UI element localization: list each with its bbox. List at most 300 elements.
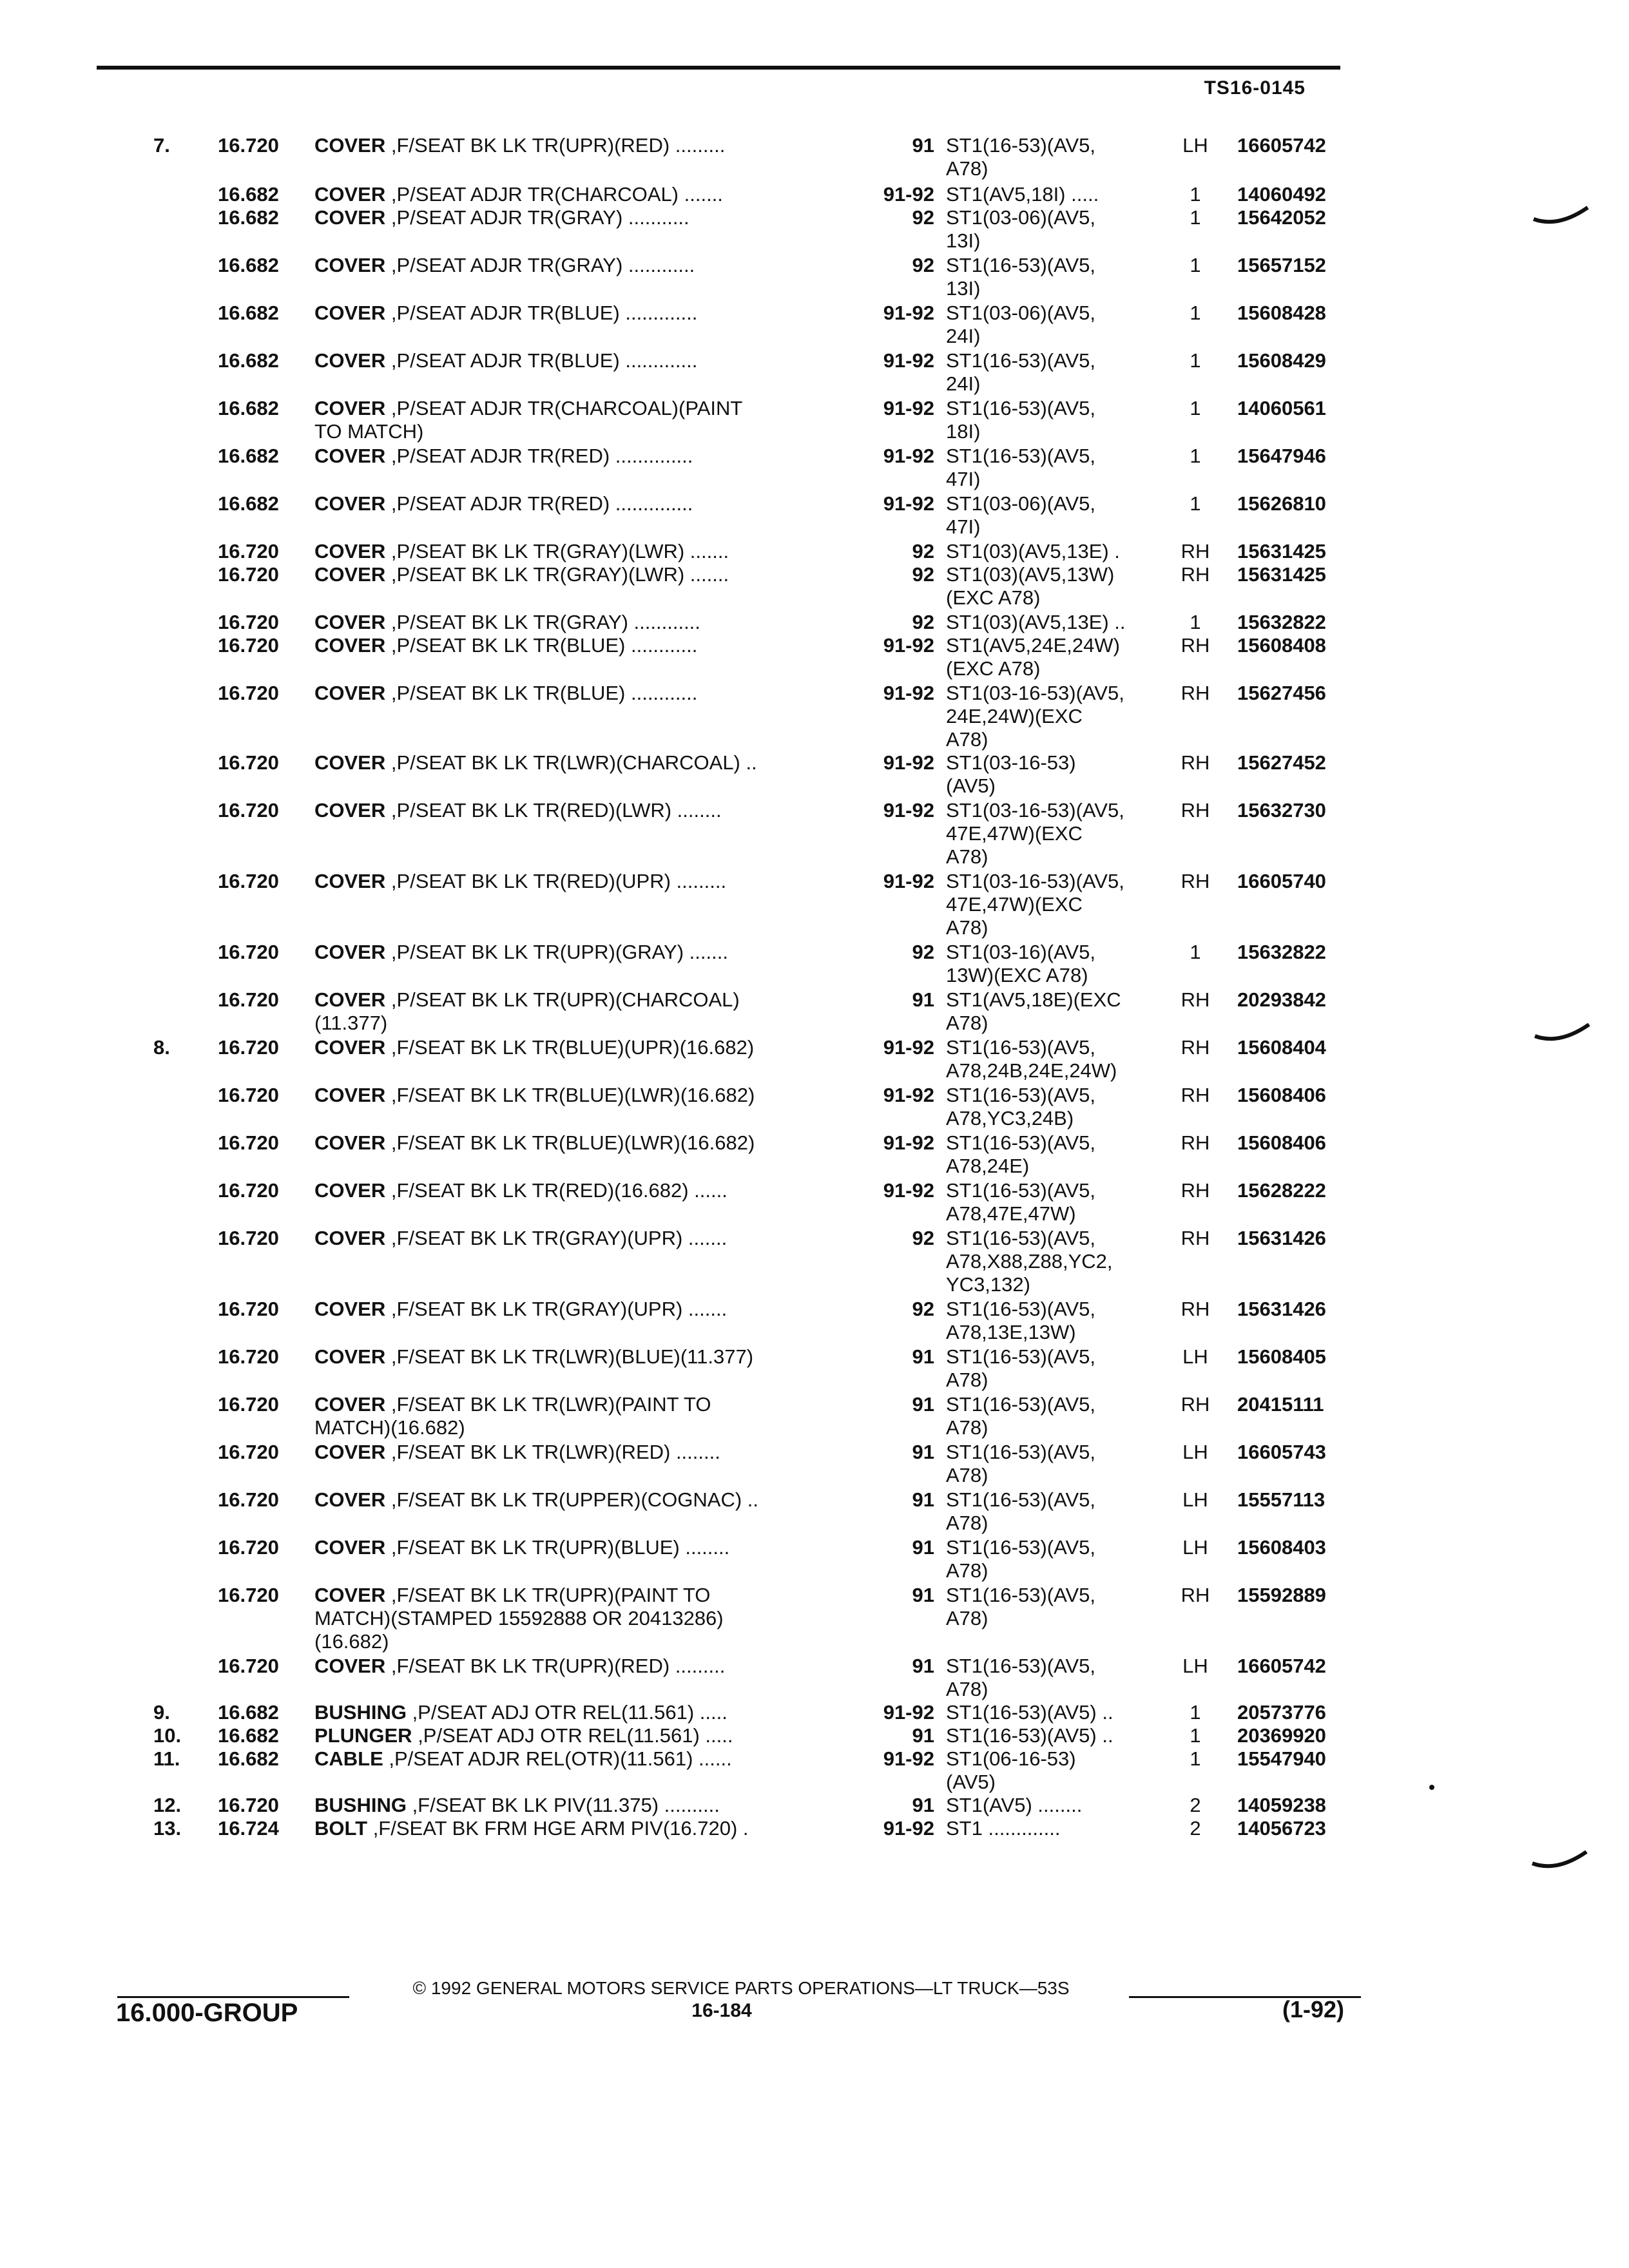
part-number: 15631426 <box>1237 1227 1326 1249</box>
model-years: 92 <box>912 563 934 586</box>
model-years: 91-92 <box>883 183 934 206</box>
group-number: 16.720 <box>218 751 279 774</box>
model-years: 91 <box>912 1536 934 1559</box>
model-years: 92 <box>912 540 934 562</box>
part-spec: ,P/SEAT BK LK TR(BLUE) ............ <box>385 634 698 657</box>
group-number: 16.682 <box>218 1747 279 1770</box>
quantity: 1 <box>1190 1701 1201 1724</box>
part-spec: ,P/SEAT ADJ OTR REL(11.561) ..... <box>412 1724 733 1747</box>
group-number: 16.720 <box>218 1488 279 1511</box>
part-spec: ,F/SEAT BK LK TR(GRAY)(UPR) ....... <box>385 1227 728 1249</box>
quantity: 1 <box>1190 611 1201 633</box>
quantity: RH <box>1181 1393 1210 1416</box>
model-years: 91-92 <box>883 1701 934 1724</box>
part-number: 14060561 <box>1237 397 1326 419</box>
quantity: RH <box>1181 988 1210 1011</box>
part-number: 15608428 <box>1237 302 1326 324</box>
part-number: 15628222 <box>1237 1179 1326 1202</box>
part-spec: ,P/SEAT BK LK TR(BLUE) ............ <box>385 682 698 704</box>
group-number: 16.682 <box>218 397 279 419</box>
footer-group-label: 16.000-GROUP <box>116 1999 298 2027</box>
part-description <box>314 254 856 277</box>
part-name: COVER <box>314 540 386 562</box>
part-spec: ,P/SEAT ADJR TR(RED) .............. <box>385 492 693 515</box>
part-description <box>314 1084 856 1107</box>
part-description <box>314 988 856 1035</box>
part-number: 15557113 <box>1237 1488 1325 1511</box>
part-name: COVER <box>314 1179 386 1202</box>
quantity: 1 <box>1190 183 1201 206</box>
quantity: RH <box>1181 1036 1210 1059</box>
part-name: COVER <box>314 682 386 704</box>
part-spec: ,P/SEAT ADJR TR(BLUE) ............. <box>385 302 698 324</box>
quantity: RH <box>1181 563 1210 586</box>
part-name: COVER <box>314 349 386 372</box>
part-spec: ,P/SEAT ADJR TR(GRAY) ............ <box>385 254 695 276</box>
model-years: 91-92 <box>883 682 934 704</box>
quantity: RH <box>1181 1084 1210 1106</box>
part-description <box>314 751 856 774</box>
part-name: COVER <box>314 1084 386 1106</box>
group-number: 16.720 <box>218 1794 279 1816</box>
check-mark-icon <box>1532 205 1590 231</box>
quantity: 1 <box>1190 302 1201 324</box>
part-number: 14060492 <box>1237 183 1326 206</box>
model-years: 91-92 <box>883 492 934 515</box>
part-description <box>314 492 856 515</box>
quantity: RH <box>1181 799 1210 822</box>
quantity: 2 <box>1190 1794 1201 1816</box>
part-spec: ,F/SEAT BK FRM HGE ARM PIV(16.720) . <box>367 1817 749 1840</box>
quantity: RH <box>1181 634 1210 657</box>
quantity: 1 <box>1190 1747 1201 1770</box>
part-spec: ,F/SEAT BK LK TR(RED)(16.682) ...... <box>385 1179 728 1202</box>
model-usage: ST1 ............. <box>946 1817 1061 1840</box>
part-description <box>314 1036 856 1059</box>
part-description <box>314 1584 856 1653</box>
item-ref-number: 7. <box>153 134 170 157</box>
part-description <box>314 1536 856 1559</box>
part-description <box>314 1724 856 1747</box>
model-usage: ST1(16-53)(AV5, A78) <box>946 1584 1096 1629</box>
part-name: COVER <box>314 1488 386 1511</box>
model-usage: ST1(03-06)(AV5, 13I) <box>946 206 1096 252</box>
part-name: COVER <box>314 445 386 467</box>
part-name: COVER <box>314 1131 386 1154</box>
part-name: COVER <box>314 799 386 822</box>
model-usage: ST1(03)(AV5,13E) .. <box>946 611 1126 633</box>
part-number: 15647946 <box>1237 445 1326 467</box>
part-number: 15657152 <box>1237 254 1326 276</box>
part-number: 16605743 <box>1237 1441 1326 1463</box>
model-years: 91-92 <box>883 302 934 324</box>
part-description <box>314 206 856 229</box>
part-name: COVER <box>314 183 386 206</box>
group-number: 16.720 <box>218 941 279 963</box>
part-number: 15627452 <box>1237 751 1326 774</box>
item-ref-number: 8. <box>153 1036 170 1059</box>
part-spec: ,P/SEAT BK LK TR(GRAY)(LWR) ....... <box>385 540 729 562</box>
group-number: 16.720 <box>218 1179 279 1202</box>
model-years: 91 <box>912 1584 934 1606</box>
part-name: COVER <box>314 492 386 515</box>
model-years: 91 <box>912 1345 934 1368</box>
part-spec: ,P/SEAT ADJR REL(OTR)(11.561) ...... <box>383 1747 732 1770</box>
group-number: 16.682 <box>218 302 279 324</box>
quantity: 1 <box>1190 941 1201 963</box>
part-name: COVER <box>314 134 386 157</box>
quantity: RH <box>1181 1179 1210 1202</box>
model-years: 91-92 <box>883 397 934 419</box>
part-description <box>314 1345 856 1369</box>
part-description <box>314 1701 856 1724</box>
ink-speck <box>1429 1785 1434 1790</box>
group-number: 16.720 <box>218 540 279 562</box>
part-spec: ,P/SEAT ADJ OTR REL(11.561) ..... <box>406 1701 728 1724</box>
part-spec: ,P/SEAT BK LK TR(RED)(LWR) ........ <box>385 799 722 822</box>
part-description <box>314 1298 856 1321</box>
quantity: LH <box>1182 1345 1208 1368</box>
group-number: 16.720 <box>218 1345 279 1368</box>
part-description <box>314 349 856 372</box>
part-description <box>314 1794 856 1817</box>
group-number: 16.720 <box>218 1441 279 1463</box>
footer-rule-left <box>117 1996 349 1998</box>
group-number: 16.720 <box>218 1393 279 1416</box>
quantity: RH <box>1181 1298 1210 1320</box>
part-description <box>314 611 856 634</box>
model-usage: ST1(16-53)(AV5) .. <box>946 1701 1113 1724</box>
part-number: 15631425 <box>1237 540 1326 562</box>
part-number: 15632730 <box>1237 799 1326 822</box>
group-number: 16.720 <box>218 563 279 586</box>
part-name: COVER <box>314 1298 386 1320</box>
model-years: 92 <box>912 941 934 963</box>
part-name: COVER <box>314 751 386 774</box>
part-description <box>314 1655 856 1678</box>
part-description <box>314 1393 856 1439</box>
model-years: 91-92 <box>883 1179 934 1202</box>
part-spec: ,F/SEAT BK LK TR(UPR)(RED) ......... <box>385 1655 726 1677</box>
quantity: 1 <box>1190 206 1201 229</box>
part-number: 16605742 <box>1237 134 1326 157</box>
item-ref-number: 12. <box>153 1794 182 1816</box>
model-usage: ST1(16-53)(AV5, A78) <box>946 1536 1096 1582</box>
part-number: 15608403 <box>1237 1536 1326 1559</box>
part-description <box>314 183 856 206</box>
model-usage: ST1(16-53)(AV5, A78) <box>946 1441 1096 1486</box>
model-usage: ST1(03)(AV5,13E) . <box>946 540 1120 562</box>
part-name: COVER <box>314 254 386 276</box>
part-spec: ,F/SEAT BK LK TR(LWR)(RED) ........ <box>385 1441 720 1463</box>
quantity: 1 <box>1190 445 1201 467</box>
part-name: BUSHING <box>314 1701 407 1724</box>
group-number: 16.720 <box>218 1536 279 1559</box>
part-name: COVER <box>314 1393 386 1416</box>
part-description <box>314 1179 856 1202</box>
model-usage: ST1(16-53)(AV5, A78,YC3,24B) <box>946 1084 1096 1129</box>
quantity: RH <box>1181 1227 1210 1249</box>
model-years: 91 <box>912 1655 934 1677</box>
part-name: COVER <box>314 988 386 1011</box>
model-years: 91-92 <box>883 349 934 372</box>
group-number: 16.682 <box>218 1724 279 1747</box>
group-number: 16.720 <box>218 682 279 704</box>
part-number: 16605740 <box>1237 870 1326 892</box>
part-description <box>314 1488 856 1512</box>
part-description <box>314 634 856 657</box>
group-number: 16.720 <box>218 1084 279 1106</box>
part-description <box>314 1817 856 1840</box>
check-mark-icon <box>1534 1023 1592 1049</box>
model-years: 92 <box>912 206 934 229</box>
quantity: 1 <box>1190 492 1201 515</box>
model-years: 91-92 <box>883 1131 934 1154</box>
check-mark-icon <box>1531 1850 1589 1876</box>
part-number: 15632822 <box>1237 611 1326 633</box>
part-number: 15608405 <box>1237 1345 1326 1368</box>
group-number: 16.682 <box>218 1701 279 1724</box>
model-years: 91 <box>912 134 934 157</box>
document-code: TS16-0145 <box>1204 77 1306 99</box>
model-years: 91 <box>912 988 934 1011</box>
group-number: 16.682 <box>218 349 279 372</box>
part-name: COVER <box>314 634 386 657</box>
group-number: 16.682 <box>218 183 279 206</box>
group-number: 16.682 <box>218 254 279 276</box>
part-name: COVER <box>314 611 386 633</box>
part-spec: ,P/SEAT BK LK TR(UPR)(CHARCOAL) (11.377) <box>314 988 740 1034</box>
quantity: 1 <box>1190 1724 1201 1747</box>
item-ref-number: 10. <box>153 1724 182 1747</box>
part-description <box>314 1747 856 1771</box>
model-years: 91-92 <box>883 1747 934 1770</box>
part-description <box>314 1227 856 1250</box>
part-name: COVER <box>314 941 386 963</box>
quantity: 1 <box>1190 349 1201 372</box>
part-number: 15608429 <box>1237 349 1326 372</box>
part-number: 20573776 <box>1237 1701 1326 1724</box>
quantity: 1 <box>1190 397 1201 419</box>
footer-copyright: © 1992 GENERAL MOTORS SERVICE PARTS OPERATIONS—LT TRUCK—53S <box>412 1978 1070 1998</box>
part-spec: ,F/SEAT BK LK TR(UPR)(BLUE) ........ <box>385 1536 730 1559</box>
model-years: 91-92 <box>883 799 934 822</box>
quantity: RH <box>1181 751 1210 774</box>
footer-date: (1-92) <box>1282 1996 1345 2023</box>
group-number: 16.720 <box>218 1227 279 1249</box>
part-name: COVER <box>314 397 386 419</box>
part-spec: ,P/SEAT ADJR TR(RED) .............. <box>385 445 693 467</box>
model-years: 91-92 <box>883 1036 934 1059</box>
model-years: 91-92 <box>883 1084 934 1106</box>
group-number: 16.720 <box>218 134 279 157</box>
part-spec: ,P/SEAT ADJR TR(BLUE) ............. <box>385 349 698 372</box>
group-number: 16.724 <box>218 1817 279 1840</box>
part-spec: ,F/SEAT BK LK PIV(11.375) .......... <box>406 1794 720 1816</box>
part-spec: ,F/SEAT BK LK TR(GRAY)(UPR) ....... <box>385 1298 728 1320</box>
quantity: RH <box>1181 540 1210 562</box>
part-spec: ,F/SEAT BK LK TR(LWR)(PAINT TO MATCH)(16.682) <box>314 1393 711 1439</box>
part-description <box>314 397 856 443</box>
group-number: 16.720 <box>218 1298 279 1320</box>
part-name: COVER <box>314 563 386 586</box>
part-number: 15626810 <box>1237 492 1326 515</box>
part-description <box>314 941 856 964</box>
model-years: 92 <box>912 611 934 633</box>
model-usage: ST1(03)(AV5,13W) (EXC A78) <box>946 563 1115 609</box>
part-number: 15608406 <box>1237 1131 1326 1154</box>
part-description <box>314 445 856 468</box>
model-usage: ST1(AV5,24E,24W) (EXC A78) <box>946 634 1120 680</box>
item-ref-number: 13. <box>153 1817 182 1840</box>
part-number: 14059238 <box>1237 1794 1326 1816</box>
part-number: 20415111 <box>1237 1393 1324 1416</box>
model-usage: ST1(16-53)(AV5, A78,47E,47W) <box>946 1179 1096 1225</box>
model-usage: ST1(16-53)(AV5, 13I) <box>946 254 1096 300</box>
model-years: 91-92 <box>883 445 934 467</box>
model-years: 92 <box>912 254 934 276</box>
group-number: 16.720 <box>218 1036 279 1059</box>
model-usage: ST1(AV5,18I) ..... <box>946 183 1099 206</box>
group-number: 16.682 <box>218 206 279 229</box>
part-number: 15608406 <box>1237 1084 1326 1106</box>
model-usage: ST1(06-16-53) (AV5) <box>946 1747 1076 1793</box>
part-name: BOLT <box>314 1817 368 1840</box>
part-name: COVER <box>314 1441 386 1463</box>
part-name: COVER <box>314 206 386 229</box>
part-description <box>314 563 856 586</box>
model-usage: ST1(16-53)(AV5, A78,24E) <box>946 1131 1096 1177</box>
part-spec: ,F/SEAT BK LK TR(UPR)(RED) ......... <box>385 134 726 157</box>
part-number: 15627456 <box>1237 682 1326 704</box>
part-description <box>314 682 856 705</box>
model-usage: ST1(16-53)(AV5, A78) <box>946 1345 1096 1391</box>
model-usage: ST1(03-16-53)(AV5, 47E,47W)(EXC A78) <box>946 799 1124 868</box>
quantity: LH <box>1182 1536 1208 1559</box>
part-spec: ,F/SEAT BK LK TR(UPPER)(COGNAC) .. <box>385 1488 759 1511</box>
part-spec: ,F/SEAT BK LK TR(BLUE)(LWR)(16.682) <box>385 1131 755 1154</box>
model-usage: ST1(16-53)(AV5, A78) <box>946 134 1096 180</box>
model-usage: ST1(16-53)(AV5, A78,13E,13W) <box>946 1298 1096 1343</box>
model-usage: ST1(03-06)(AV5, 47I) <box>946 492 1096 538</box>
model-usage: ST1(16-53)(AV5, A78) <box>946 1393 1096 1439</box>
part-spec: ,F/SEAT BK LK TR(UPR)(PAINT TO MATCH)(STAMPED 15592888 OR 20413286) (16.682) <box>314 1584 724 1653</box>
quantity: RH <box>1181 1584 1210 1606</box>
part-spec: ,P/SEAT BK LK TR(GRAY)(LWR) ....... <box>385 563 729 586</box>
quantity: LH <box>1182 1655 1208 1677</box>
part-name: COVER <box>314 302 386 324</box>
part-name: COVER <box>314 1036 386 1059</box>
part-spec: ,F/SEAT BK LK TR(BLUE)(LWR)(16.682) <box>385 1084 755 1106</box>
part-number: 15642052 <box>1237 206 1326 229</box>
quantity: 1 <box>1190 254 1201 276</box>
part-spec: ,P/SEAT ADJR TR(CHARCOAL)(PAINT TO MATCH) <box>314 397 743 443</box>
part-description <box>314 799 856 822</box>
model-usage: ST1(16-53)(AV5, 47I) <box>946 445 1096 490</box>
model-usage: ST1(03-16)(AV5, 13W)(EXC A78) <box>946 941 1096 986</box>
model-usage: ST1(AV5) ........ <box>946 1794 1083 1816</box>
part-description <box>314 870 856 893</box>
quantity: RH <box>1181 870 1210 892</box>
part-number: 15608404 <box>1237 1036 1326 1059</box>
model-years: 91 <box>912 1794 934 1816</box>
model-usage: ST1(16-53)(AV5, A78) <box>946 1655 1096 1700</box>
group-number: 16.720 <box>218 870 279 892</box>
model-years: 91 <box>912 1488 934 1511</box>
part-number: 15608408 <box>1237 634 1326 657</box>
part-name: COVER <box>314 1536 386 1559</box>
part-number: 15592889 <box>1237 1584 1326 1606</box>
model-years: 91-92 <box>883 1817 934 1840</box>
model-usage: ST1(16-53)(AV5, 24I) <box>946 349 1096 395</box>
part-number: 15547940 <box>1237 1747 1326 1770</box>
part-description <box>314 540 856 563</box>
model-usage: ST1(16-53)(AV5, 18I) <box>946 397 1096 443</box>
part-name: CABLE <box>314 1747 383 1770</box>
quantity: LH <box>1182 1488 1208 1511</box>
group-number: 16.720 <box>218 1584 279 1606</box>
part-number: 15631426 <box>1237 1298 1326 1320</box>
group-number: 16.682 <box>218 445 279 467</box>
model-years: 91 <box>912 1393 934 1416</box>
model-usage: ST1(03-06)(AV5, 24I) <box>946 302 1096 347</box>
part-number: 15632822 <box>1237 941 1326 963</box>
part-number: 16605742 <box>1237 1655 1326 1677</box>
part-spec: ,P/SEAT BK LK TR(UPR)(GRAY) ....... <box>385 941 728 963</box>
group-number: 16.720 <box>218 1655 279 1677</box>
part-description <box>314 134 856 157</box>
model-years: 91-92 <box>883 870 934 892</box>
part-spec: ,P/SEAT BK LK TR(LWR)(CHARCOAL) .. <box>385 751 757 774</box>
model-usage: ST1(03-16-53) (AV5) <box>946 751 1076 797</box>
part-spec: ,P/SEAT BK LK TR(GRAY) ............ <box>385 611 700 633</box>
quantity: RH <box>1181 1131 1210 1154</box>
quantity: LH <box>1182 1441 1208 1463</box>
part-name: COVER <box>314 1345 386 1368</box>
quantity: 2 <box>1190 1817 1201 1840</box>
item-ref-number: 11. <box>153 1747 180 1770</box>
part-name: BUSHING <box>314 1794 407 1816</box>
part-name: COVER <box>314 1227 386 1249</box>
model-years: 92 <box>912 1298 934 1320</box>
item-ref-number: 9. <box>153 1701 170 1724</box>
part-name: COVER <box>314 870 386 892</box>
part-spec: ,P/SEAT ADJR TR(CHARCOAL) ....... <box>385 183 723 206</box>
model-usage: ST1(AV5,18E)(EXC A78) <box>946 988 1121 1034</box>
part-number: 20293842 <box>1237 988 1326 1011</box>
group-number: 16.720 <box>218 611 279 633</box>
part-number: 20369920 <box>1237 1724 1326 1747</box>
part-description <box>314 1441 856 1464</box>
part-name: COVER <box>314 1584 386 1606</box>
model-years: 91-92 <box>883 634 934 657</box>
part-number: 14056723 <box>1237 1817 1326 1840</box>
part-name: PLUNGER <box>314 1724 412 1747</box>
model-usage: ST1(16-53)(AV5, A78,24B,24E,24W) <box>946 1036 1117 1082</box>
quantity: RH <box>1181 682 1210 704</box>
model-years: 91-92 <box>883 751 934 774</box>
part-spec: ,F/SEAT BK LK TR(LWR)(BLUE)(11.377) <box>385 1345 754 1368</box>
footer-page-number: 16-184 <box>691 2000 752 2021</box>
part-description <box>314 302 856 325</box>
model-years: 91 <box>912 1724 934 1747</box>
model-years: 91 <box>912 1441 934 1463</box>
part-spec: ,P/SEAT BK LK TR(RED)(UPR) ......... <box>385 870 727 892</box>
model-years: 92 <box>912 1227 934 1249</box>
group-number: 16.720 <box>218 1131 279 1154</box>
group-number: 16.720 <box>218 799 279 822</box>
model-usage: ST1(16-53)(AV5) .. <box>946 1724 1113 1747</box>
